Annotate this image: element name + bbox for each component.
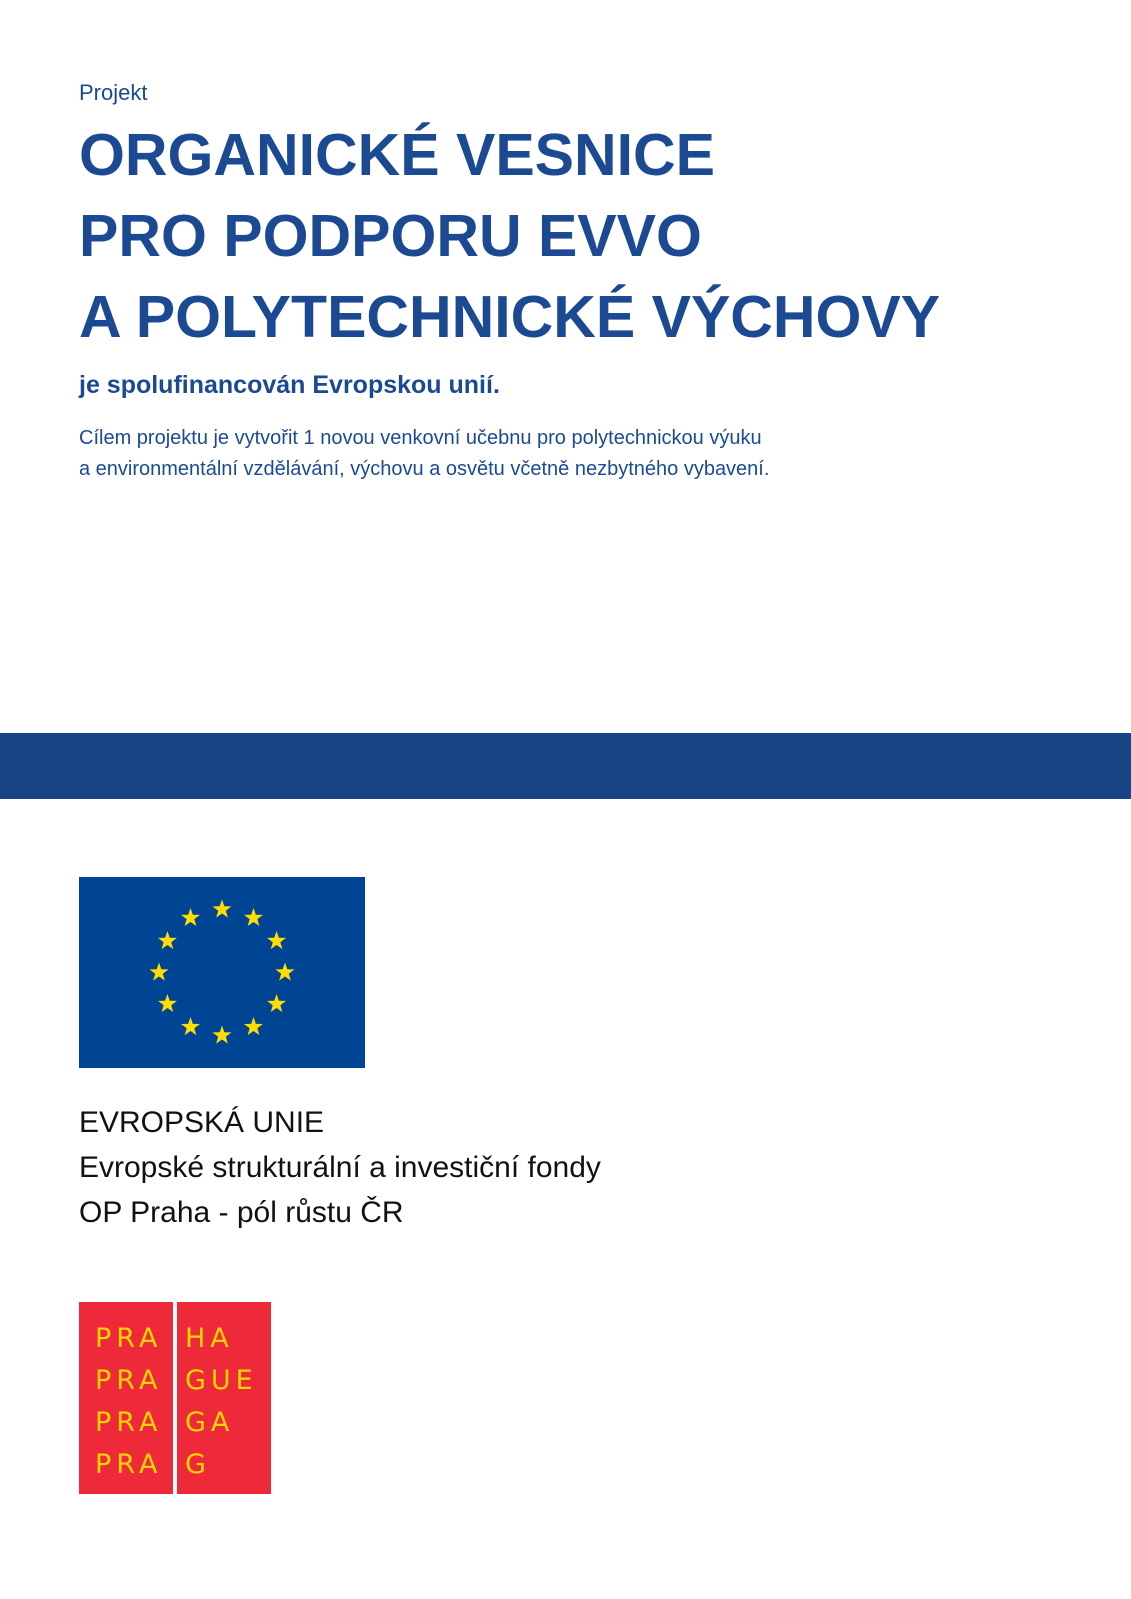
logo-right-1: HA bbox=[185, 1323, 234, 1354]
logo-right-4: G bbox=[185, 1449, 211, 1480]
description-line-2: a environmentální vzdělávání, výchovu a osvětu včetně nezbytného vybavení. bbox=[79, 458, 770, 480]
title-line-1: ORGANICKÉ VESNICE bbox=[79, 122, 715, 188]
logo-right-3: GA bbox=[185, 1407, 235, 1438]
praha-logo-icon bbox=[79, 1302, 271, 1494]
title-line-3: A POLYTECHNICKÉ VÝCHOVY bbox=[79, 284, 941, 350]
title-line-2: PRO PODPORU EVVO bbox=[79, 203, 702, 269]
logo-right-2: GUE bbox=[185, 1365, 258, 1396]
op-program: OP Praha - pól růstu ČR bbox=[79, 1196, 404, 1229]
eu-funds: Evropské strukturální a investiční fondy bbox=[79, 1151, 601, 1184]
blue-divider-band bbox=[0, 733, 1131, 799]
logo-left-3: PRA bbox=[95, 1407, 163, 1438]
logo-left-4: PRA bbox=[95, 1449, 163, 1480]
eu-name: EVROPSKÁ UNIE bbox=[79, 1106, 325, 1139]
logo-left-1: PRA bbox=[95, 1323, 163, 1354]
description-line-1: Cílem projektu je vytvořit 1 novou venkovní učebnu pro polytechnickou výuku bbox=[79, 427, 762, 449]
subtitle: je spolufinancován Evropskou unií. bbox=[79, 371, 500, 399]
eu-funding-text bbox=[79, 1100, 601, 1235]
logo-left-2: PRA bbox=[95, 1365, 163, 1396]
project-description bbox=[79, 423, 769, 485]
projekt-label: Projekt bbox=[79, 80, 148, 105]
eu-flag-icon bbox=[79, 877, 365, 1068]
page-title bbox=[79, 122, 941, 369]
